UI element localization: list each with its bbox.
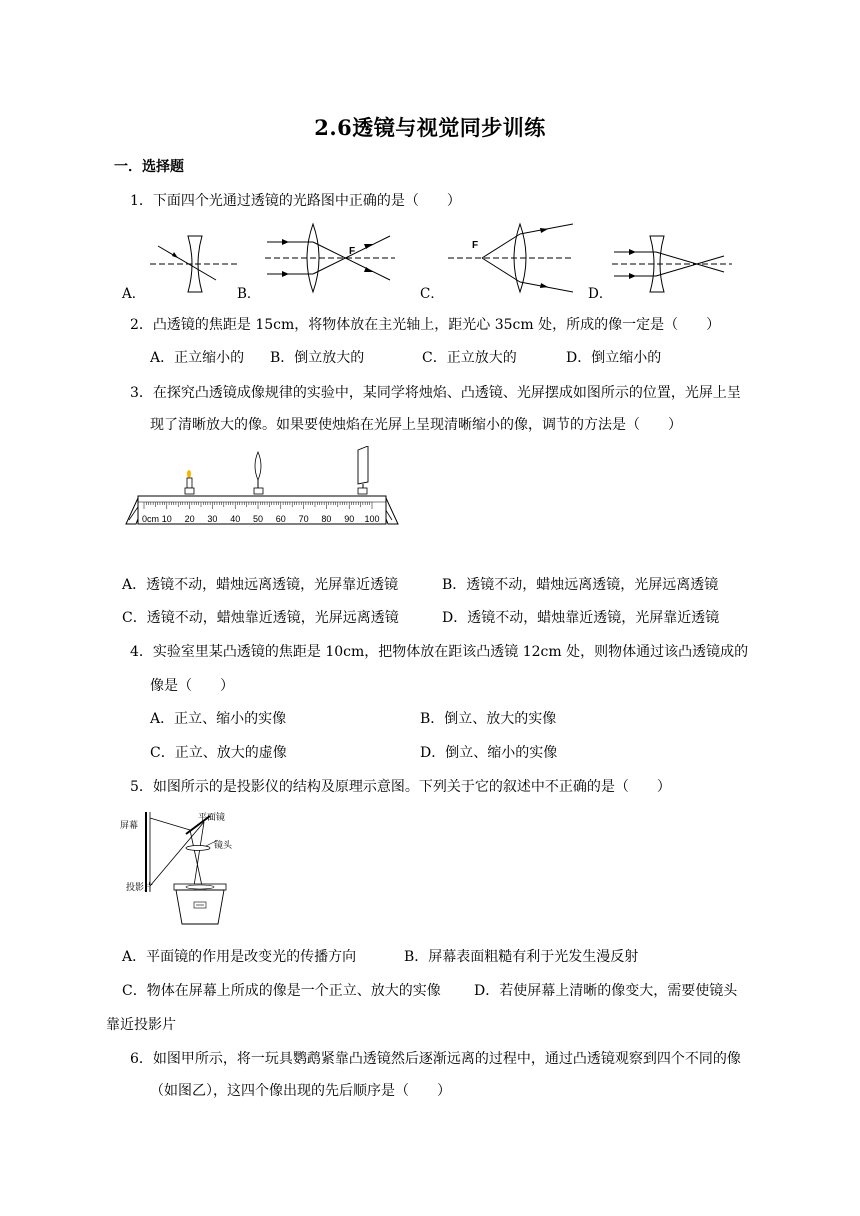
ruler-tick-label: 10 <box>161 514 172 524</box>
q2-option-a: A．正立缩小的 <box>150 350 245 366</box>
q3-stem-line1: 3．在探究凸透镜成像规律的实验中，某同学将烛焰、凸透镜、光屏摆成如图所示的位置，光屏上呈 <box>130 385 741 401</box>
ruler-tick-label: 40 <box>230 514 241 524</box>
section-heading: 一．选择题 <box>114 159 184 175</box>
q4-option-b: B．倒立、放大的实像 <box>420 711 557 727</box>
q2-option-d: D．倒立缩小的 <box>566 350 662 366</box>
ruler-tick-label: 20 <box>184 514 195 524</box>
q6-stem-line2: （如图乙），这四个像出现的先后顺序是（ ） <box>150 1083 451 1099</box>
q1-c-focus: F <box>472 240 479 251</box>
q4-option-c: C．正立、放大的虚像 <box>150 745 287 761</box>
light-screen <box>358 446 368 494</box>
q1-diagram-b <box>265 222 395 294</box>
q5-option-b: B．屏幕表面粗糙有利于光发生漫反射 <box>404 949 639 965</box>
q5-option-d: D．若使屏幕上清晰的像变大，需要使镜头 <box>474 983 738 999</box>
ruler-tick-label: 100 <box>364 514 380 524</box>
q5-option-c: C．物体在屏幕上所成的像是一个正立、放大的实像 <box>122 983 441 999</box>
q5-screen-label: 屏幕 <box>120 821 139 831</box>
q4-option-a: A．正立、缩小的实像 <box>150 711 287 727</box>
q1-label-c: C． <box>420 286 444 302</box>
q6-stem-line1: 6．如图甲所示，将一玩具鹦鹉紧靠凸透镜然后逐渐远离的过程中，通过凸透镜观察到四个不同的像 <box>130 1051 741 1067</box>
q1-label-b: B． <box>237 286 261 302</box>
q5-stem: 5．如图所示的是投影仪的结构及原理示意图。下列关于它的叙述中不正确的是（ ） <box>130 779 671 795</box>
q3-stem-line2: 现了清晰放大的像。如果要使烛焰在光屏上呈现清晰缩小的像，调节的方法是（ ） <box>150 417 682 433</box>
q3-option-c: C．透镜不动，蜡烛靠近透镜，光屏远离透镜 <box>122 610 399 626</box>
q5-mirror-label: 平面镜 <box>198 813 226 823</box>
ruler-tick-label: 60 <box>275 514 286 524</box>
q3-option-b: B．透镜不动，蜡烛远离透镜，光屏远离透镜 <box>442 577 719 593</box>
ruler-tick-label: 70 <box>298 514 309 524</box>
q3-option-d: D．透镜不动，蜡烛靠近透镜，光屏靠近透镜 <box>442 610 720 626</box>
q5-lens-label: 镜头 <box>214 841 233 851</box>
q5-slide-label: 投影片 <box>126 883 154 893</box>
q3-option-a: A．透镜不动，蜡烛远离透镜，光屏靠近透镜 <box>122 577 399 593</box>
q1-stem: 1．下面四个光通过透镜的光路图中正确的是（ ） <box>130 193 461 209</box>
q1-diagram-c <box>448 222 573 294</box>
page-title: 2.6透镜与视觉同步训练 <box>314 115 546 140</box>
candle <box>185 470 194 494</box>
q2-option-b: B．倒立放大的 <box>270 350 365 366</box>
q3-optical-bench <box>124 446 400 532</box>
q5-option-a: A．平面镜的作用是改变光的传播方向 <box>122 949 357 965</box>
q5-option-d-continued: 靠近投影片 <box>106 1017 176 1033</box>
ruler-tick-label: 50 <box>252 514 264 524</box>
q1-diagram-a <box>150 232 240 294</box>
q2-stem: 2．凸透镜的焦距是 15cm，将物体放在主光轴上，距光心 35cm 处，所成的像一定是（ ） <box>130 317 721 333</box>
ruler-tick-label: 90 <box>344 514 355 524</box>
q4-stem-line2: 像是（ ） <box>150 678 234 694</box>
ruler-tick-label: 0cm <box>142 514 160 524</box>
ruler-tick-label: 80 <box>321 514 332 524</box>
q2-option-c: C．正立放大的 <box>422 350 517 366</box>
q5-projector-diagram <box>118 808 258 928</box>
q4-stem-line1: 4．实验室里某凸透镜的焦距是 10cm，把物体放在距该凸透镜 12cm 处，则物体通过该凸透镜成的 <box>130 644 749 660</box>
q1-label-a: A． <box>122 286 146 302</box>
q4-option-d: D．倒立、缩小的实像 <box>420 745 558 761</box>
ruler-tick-label: 30 <box>207 514 218 524</box>
convex-lens <box>254 452 263 494</box>
q1-label-d: D． <box>588 286 613 302</box>
q1-diagram-d <box>612 232 732 294</box>
q1-b-focus: F <box>349 246 356 257</box>
